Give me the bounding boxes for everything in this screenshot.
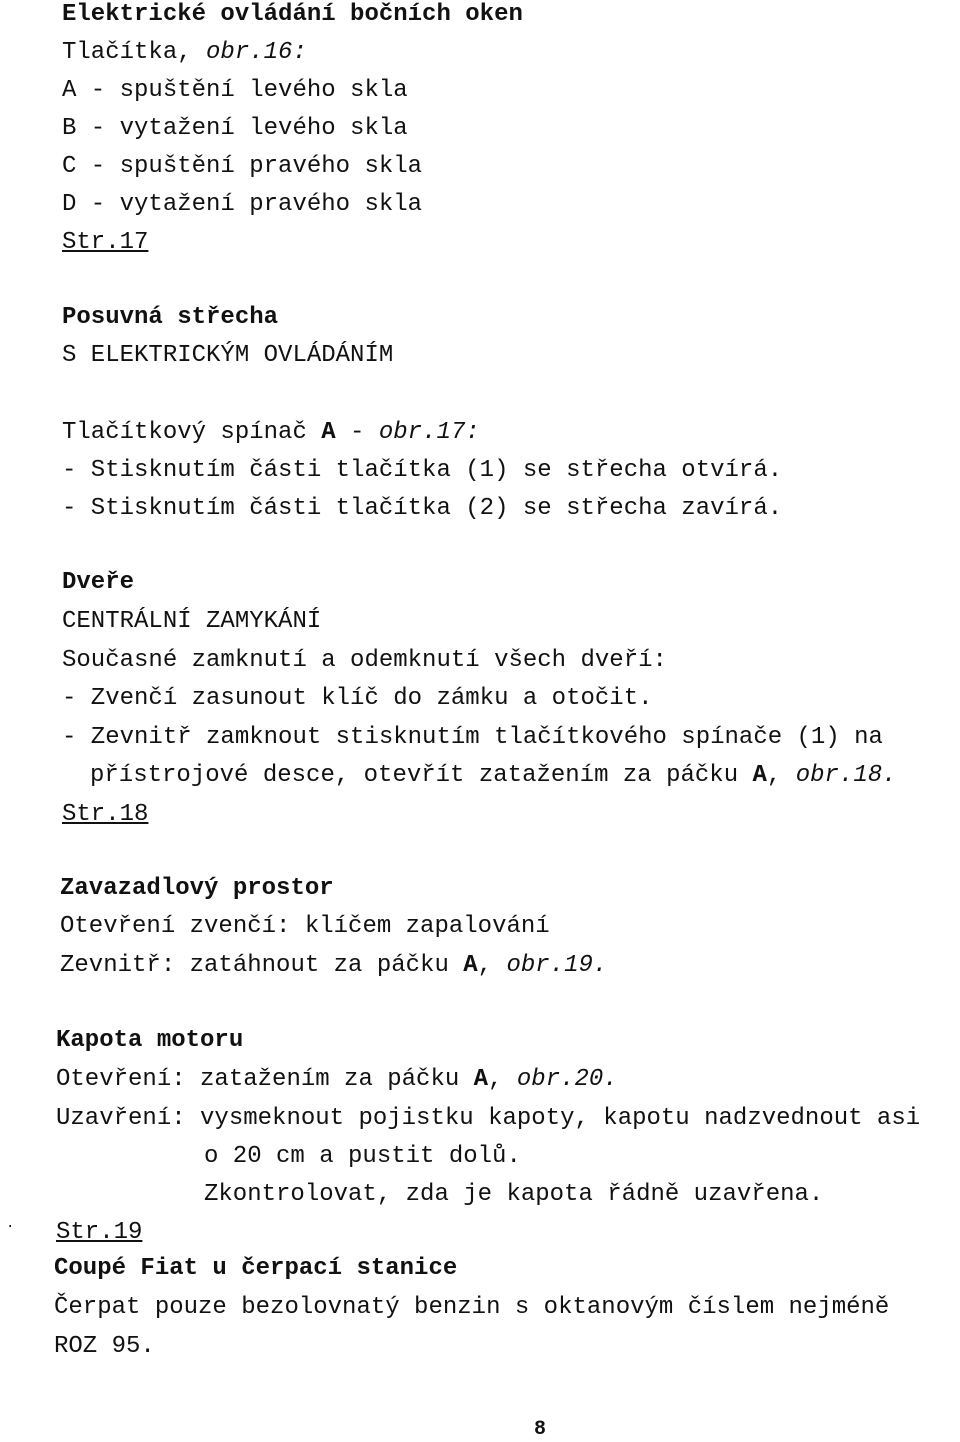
doors-item-inside: - Zevnitř zamknout stisknutím tlačítkového spínače (1) na: [62, 724, 883, 751]
trunk-lever-letter: A: [463, 952, 478, 979]
fuel-line2: ROZ 95.: [54, 1333, 155, 1360]
windows-item-b: B - vytažení levého skla: [62, 115, 408, 142]
trunk-heading: Zavazadlový prostor: [60, 875, 334, 902]
hood-open: [56, 1065, 618, 1095]
windows-item-a: A - spuštění levého skla: [62, 77, 408, 104]
hood-sep: ,: [488, 1066, 517, 1093]
windows-buttons-text: Tlačítka,: [62, 39, 207, 66]
roof-switch-line: [62, 418, 480, 448]
trunk-figure-ref: obr.19.: [506, 952, 608, 979]
windows-heading: Elektrické ovládání bočních oken: [62, 1, 523, 28]
doors-sep: ,: [766, 762, 796, 789]
roof-switch-sep: -: [335, 419, 379, 446]
trunk-inside: [60, 951, 607, 981]
hood-close-line1: Uzavření: vysmeknout pojistku kapoty, kapotu nadzvednout asi: [56, 1105, 921, 1132]
fuel-line1: Čerpat pouze bezolovnatý benzin s oktanovým číslem nejméně: [54, 1294, 890, 1321]
page-number: 8: [534, 1418, 547, 1441]
windows-item-d: D - vytažení pravého skla: [62, 191, 423, 218]
roof-switch-letter: A: [321, 419, 336, 446]
trunk-sep: ,: [477, 952, 507, 979]
hood-open-text: Otevření: zatažením za páčku: [56, 1066, 474, 1093]
windows-buttons-line: [62, 38, 307, 68]
roof-heading: Posuvná střecha: [62, 304, 279, 331]
windows-page-ref: Str.17: [62, 229, 149, 256]
hood-figure-ref: obr.20.: [516, 1066, 618, 1093]
doors-item-inside-text: přístrojové desce, otevřít zatažením za páčku: [90, 762, 753, 789]
margin-dot: .: [6, 1216, 15, 1232]
trunk-inside-text: Zevnitř: zatáhnout za páčku: [60, 952, 464, 979]
roof-item-open: - Stisknutím části tlačítka (1) se střecha otvírá.: [62, 457, 783, 484]
hood-heading: Kapota motoru: [56, 1027, 244, 1054]
hood-lever-letter: A: [473, 1066, 489, 1093]
hood-page-ref: Str.19: [56, 1219, 143, 1246]
doors-subheading: CENTRÁLNÍ ZAMYKÁNÍ: [62, 608, 322, 635]
windows-item-c: C - spuštění pravého skla: [62, 153, 423, 180]
roof-subheading: S ELEKTRICKÝM OVLÁDÁNÍM: [62, 342, 394, 369]
roof-switch-text: Tlačítkový spínač: [62, 419, 322, 446]
doors-page-ref: Str.18: [62, 801, 149, 828]
doors-item-outside: - Zvenčí zasunout klíč do zámku a otočit.: [62, 685, 653, 712]
doors-heading: Dveře: [62, 569, 135, 596]
roof-figure-ref: obr.17:: [378, 419, 480, 446]
doors-intro: Současné zamknutí a odemknutí všech dveří:: [62, 647, 667, 674]
windows-figure-ref: obr.16:: [206, 39, 307, 66]
roof-item-close: - Stisknutím části tlačítka (2) se střecha zavírá.: [62, 495, 783, 522]
trunk-outside: Otevření zvenčí: klíčem zapalování: [60, 913, 550, 940]
doors-figure-ref: obr.18.: [795, 762, 897, 789]
fuel-heading: Coupé Fiat u čerpací stanice: [54, 1255, 458, 1282]
hood-close-line2: o 20 cm a pustit dolů.: [204, 1143, 521, 1170]
doors-lever-letter: A: [752, 762, 767, 789]
hood-close-line3: Zkontrolovat, zda je kapota řádně uzavřena.: [204, 1181, 824, 1208]
doors-item-inside-cont: [90, 761, 897, 791]
